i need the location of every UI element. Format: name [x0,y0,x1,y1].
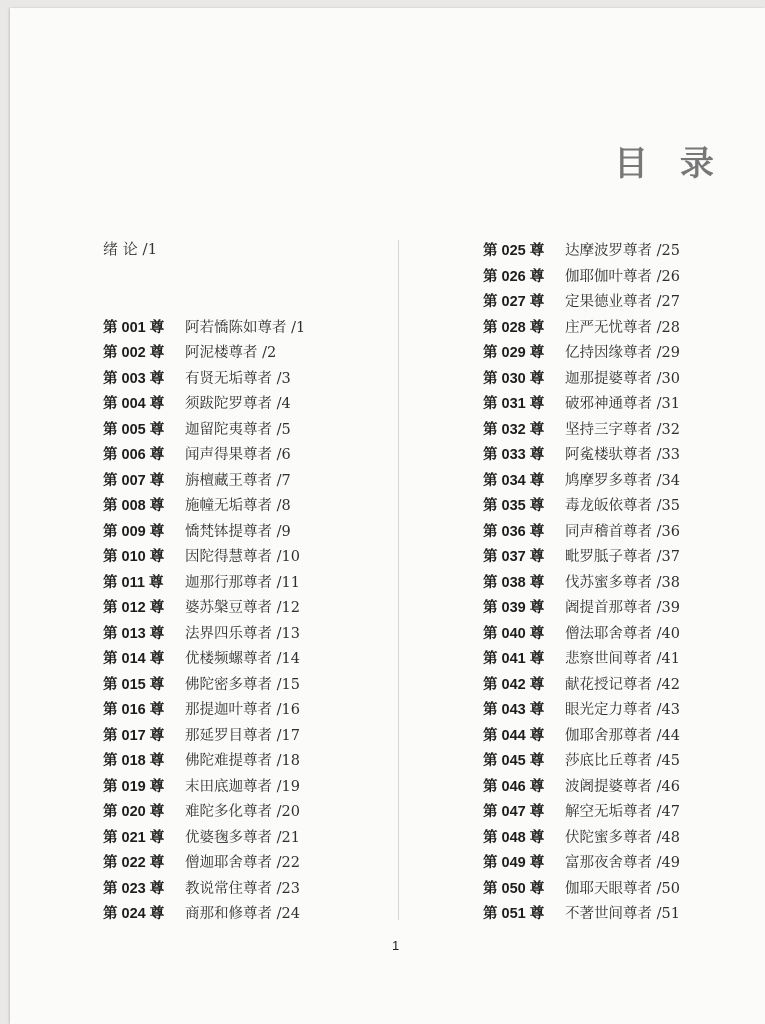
toc-entry-number: 第 032 尊 [483,421,545,438]
toc-entry [103,365,393,391]
toc-entry-title: 伏陀蜜多尊者 /48 [565,829,680,846]
toc-entry-title: 闻声得果尊者 /6 [185,447,291,463]
toc-entry-number: 第 031 尊 [483,396,545,412]
toc-entry [483,824,765,850]
toc-entry-title: 毗罗胝子尊者 /37 [565,549,680,565]
toc-entry-title: 伽耶伽叶尊者 /26 [565,268,680,285]
toc-entry-title: 优楼频螺尊者 /14 [185,651,300,667]
toc-entry-number: 第 034 尊 [483,472,545,489]
toc-entry-number: 第 019 尊 [103,778,165,795]
toc-entry-number: 第 029 尊 [483,345,545,361]
toc-entry [103,339,393,365]
toc-entry [103,543,393,569]
toc-entry-number: 第 012 尊 [103,600,165,616]
toc-entry-title: 有贤无垢尊者 /3 [185,370,291,387]
toc-entry [483,696,765,722]
toc-entry-title: 富那夜舍尊者 /49 [565,855,680,871]
toc-entry-title: 僧法耶舍尊者 /40 [565,625,680,642]
toc-entry [103,620,393,646]
toc-entry-title: 难陀多化尊者 /20 [185,804,300,820]
toc-entry-number: 第 030 尊 [483,370,545,387]
toc-entry-number: 第 001 尊 [103,319,165,336]
toc-entry-number: 第 047 尊 [483,804,545,820]
toc-entry [483,773,765,799]
toc-entry-title: 阿若憍陈如尊者 /1 [185,319,306,336]
toc-entry [103,722,393,748]
toc-entry-title: 破邪神通尊者 /31 [565,396,680,412]
toc-entry-title: 佛陀密多尊者 /15 [185,676,300,693]
toc-entry-title: 伐苏蜜多尊者 /38 [565,574,680,591]
toc-entry [103,798,393,824]
toc-entry-title: 迦留陀夷尊者 /5 [185,421,291,438]
toc-entry [483,798,765,824]
toc-entry [483,645,765,671]
toc-entry-title: 鸠摩罗多尊者 /34 [565,472,680,489]
toc-entry-title: 阿泥楼尊者 /2 [185,345,277,361]
toc-entry [103,747,393,773]
toc-entry-number: 第 037 尊 [483,549,545,565]
book-page [10,8,765,1024]
toc-entry-number: 第 044 尊 [483,727,545,744]
toc-entry-number: 第 011 尊 [103,574,164,591]
toc-entry-title: 那提迦叶尊者 /16 [185,702,300,718]
toc-entry [483,875,765,901]
column-divider [398,240,399,920]
toc-entry [483,543,765,569]
page-number: 1 [392,938,400,953]
toc-entry [103,441,393,467]
toc-entry-number: 第 009 尊 [103,523,165,540]
toc-entry [103,900,393,926]
toc-column-left [103,237,393,926]
toc-entry-title: 憍梵钵提尊者 /9 [185,523,291,540]
toc-entry-title: 僧迦耶舍尊者 /22 [185,855,300,871]
toc-entry [483,671,765,697]
toc-entry-number: 第 027 尊 [483,294,545,310]
toc-entry-title: 施幢无垢尊者 /8 [185,498,291,514]
toc-entry-title: 定果德业尊者 /27 [565,294,680,310]
toc-entry-number: 第 046 尊 [483,778,545,795]
toc-entry-number: 第 008 尊 [103,498,165,514]
toc-entry [103,645,393,671]
toc-entry [483,569,765,595]
toc-entry-title: 那延罗目尊者 /17 [185,727,300,744]
toc-list-right [483,237,765,926]
toc-entry [103,314,393,340]
page-title: 目 录 [614,144,724,184]
toc-entry-number: 第 010 尊 [103,549,165,565]
toc-entry [483,339,765,365]
toc-entry-number: 第 040 尊 [483,625,545,642]
toc-entry [483,620,765,646]
toc-entry [483,492,765,518]
toc-entry-number: 第 033 尊 [483,447,545,463]
toc-entry-title: 莎底比丘尊者 /45 [565,753,680,769]
toc-entry-number: 第 002 尊 [103,345,165,361]
toc-entry-title: 迦那行那尊者 /11 [185,574,300,591]
toc-entry-title: 婆苏槃豆尊者 /12 [185,600,300,616]
toc-entry [103,492,393,518]
toc-entry-title: 庄严无忧尊者 /28 [565,319,680,336]
toc-entry-number: 第 042 尊 [483,676,545,693]
toc-entry [103,518,393,544]
toc-entry-title: 迦那提婆尊者 /30 [565,370,680,387]
toc-entry-title: 末田底迦尊者 /19 [185,778,300,795]
toc-entry [483,288,765,314]
toc-entry-number: 第 014 尊 [103,651,165,667]
toc-entry [483,747,765,773]
toc-entry-number: 第 013 尊 [103,625,165,642]
toc-entry [483,314,765,340]
toc-entry [483,416,765,442]
spacer [103,263,393,314]
toc-entry [483,263,765,289]
toc-entry [103,569,393,595]
toc-entry-number: 第 021 尊 [103,829,165,846]
toc-entry-title: 坚持三字尊者 /32 [565,421,680,438]
toc-entry-number: 第 024 尊 [103,906,165,922]
toc-entry-number: 第 022 尊 [103,855,165,871]
toc-entry [483,594,765,620]
toc-entry-number: 第 043 尊 [483,702,545,718]
toc-entry-number: 第 039 尊 [483,600,545,616]
toc-entry-title: 教说常住尊者 /23 [185,880,300,897]
toc-entry-title: 阿㝹楼驮尊者 /33 [565,447,680,463]
toc-entry-title: 眼光定力尊者 /43 [565,702,680,718]
toc-entry-title: 波阇提婆尊者 /46 [565,778,680,795]
toc-entry-number: 第 026 尊 [483,268,545,285]
toc-entry [483,441,765,467]
toc-entry [103,696,393,722]
toc-entry-number: 第 035 尊 [483,498,545,514]
toc-entry [483,518,765,544]
toc-entry-number: 第 004 尊 [103,396,165,412]
toc-entry-title: 不著世间尊者 /51 [565,906,680,922]
toc-entry [103,594,393,620]
toc-entry [483,900,765,926]
toc-entry-title: 悲察世间尊者 /41 [565,651,680,667]
toc-entry-title: 优婆毱多尊者 /21 [185,829,300,846]
toc-entry-number: 第 007 尊 [103,472,165,489]
toc-entry-title: 阇提首那尊者 /39 [565,600,680,616]
toc-entry [103,875,393,901]
toc-entry-title: 法界四乐尊者 /13 [185,625,300,642]
toc-entry-title: 须跋陀罗尊者 /4 [185,396,291,412]
toc-entry-number: 第 036 尊 [483,523,545,540]
toc-entry-number: 第 025 尊 [483,243,545,259]
toc-entry-title: 商那和修尊者 /24 [185,906,300,922]
toc-entry [483,722,765,748]
toc-entry-title: 旃檀藏王尊者 /7 [185,472,291,489]
toc-entry-number: 第 023 尊 [103,880,165,897]
toc-entry-number: 第 005 尊 [103,421,165,438]
toc-entry-number: 第 049 尊 [483,855,545,871]
toc-entry-number: 第 051 尊 [483,906,545,922]
toc-entry-number: 第 038 尊 [483,574,545,591]
toc-entry [483,237,765,263]
toc-list-left [103,314,393,926]
toc-entry-title: 伽耶舍那尊者 /44 [565,727,680,744]
toc-entry-title: 伽耶天眼尊者 /50 [565,880,680,897]
toc-entry [103,390,393,416]
toc-entry [483,467,765,493]
toc-entry [103,671,393,697]
toc-entry-number: 第 018 尊 [103,753,165,769]
toc-entry-title: 解空无垢尊者 /47 [565,804,680,820]
toc-entry [103,467,393,493]
toc-entry [483,365,765,391]
toc-entry-number: 第 003 尊 [103,370,165,387]
toc-entry [483,390,765,416]
toc-entry-number: 第 015 尊 [103,676,165,693]
toc-entry [103,849,393,875]
toc-entry-number: 第 006 尊 [103,447,165,463]
toc-entry-title: 亿持因缘尊者 /29 [565,345,680,361]
toc-entry-number: 第 048 尊 [483,829,545,846]
toc-entry-title: 同声稽首尊者 /36 [565,523,680,540]
toc-entry-title: 佛陀难提尊者 /18 [185,753,300,769]
toc-entry [103,773,393,799]
toc-entry-number: 第 016 尊 [103,702,165,718]
toc-entry-number: 第 041 尊 [483,651,545,667]
toc-entry-number: 第 050 尊 [483,880,545,897]
toc-entry [103,416,393,442]
toc-column-right [483,237,765,926]
toc-intro-entry: 绪 论 /1 [103,240,158,258]
toc-entry [483,849,765,875]
toc-entry-title: 因陀得慧尊者 /10 [185,549,300,565]
toc-entry-title: 达摩波罗尊者 /25 [565,243,680,259]
toc-entry-title: 献花授记尊者 /42 [565,676,680,693]
toc-entry [103,824,393,850]
toc-entry-title: 毒龙皈依尊者 /35 [565,498,680,514]
toc-entry-number: 第 028 尊 [483,319,545,336]
toc-entry-number: 第 020 尊 [103,804,165,820]
toc-entry-number: 第 017 尊 [103,727,165,744]
toc-entry-number: 第 045 尊 [483,753,545,769]
